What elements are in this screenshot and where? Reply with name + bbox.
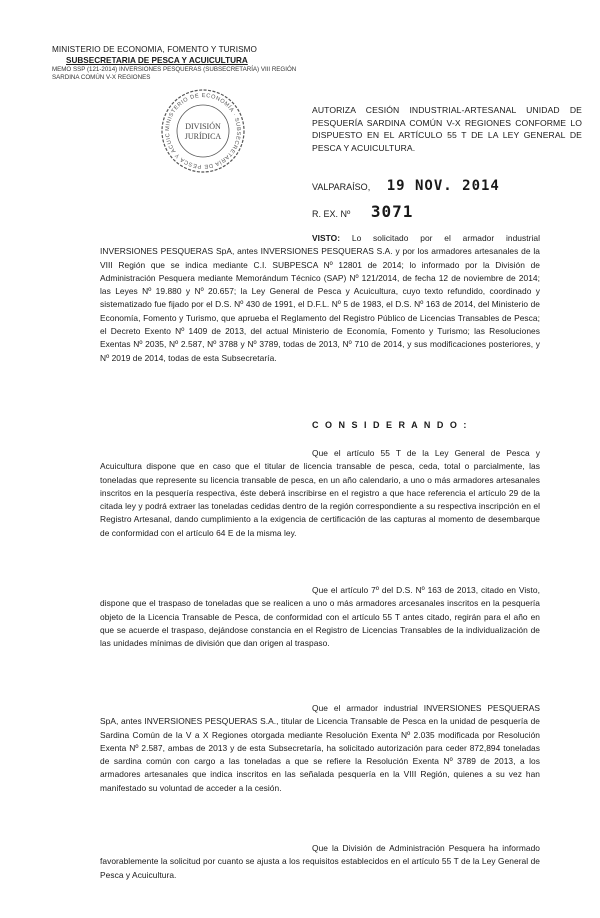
- resolution-number-value: 3071: [370, 202, 414, 221]
- stamp-inner-line-2: JURÍDICA: [184, 132, 222, 141]
- considerando-heading: C O N S I D E R A N D O :: [312, 420, 469, 430]
- date-line: [312, 178, 500, 194]
- considerando-paragraph-1-text: Que el artículo 55 T de la Ley General de Pesca y Acuicultura dispone que en caso que el titular de licencia transable de pesca, ceda, total o parcialmente, las toneladas que represente su licencia transable de pesca, en un año calendario, a uno o más armadores artesanales inscritos en la pesquería respectiva, éste deberá inscribirse en el registro a que hace referencia el artículo 29 de la citada ley y podrá extraer las toneladas cedidas dentro de la región correspondiente a su respectiva inscripción en el Registro Artesanal, dando cumplimiento a la exigencia de certificación de las capturas al momento de desembarque de conformidad con el artículo 64 E de la misma ley.: [100, 448, 540, 538]
- stamp-ring-text: MINISTERIO DE ECONOMÍA · SUBSECRETARÍA DE PESCA Y ACUIC: [164, 92, 242, 170]
- considerando-paragraph-3-text: Que el armador industrial INVERSIONES PESQUERAS SpA, antes INVERSIONES PESQUERAS S.A., titular de Licencia Transable de Pesca en la unidad de pesquería de Sardina Común de la V a X Regiones otorgada mediante Resolución Exenta Nº 2.035 modificada por Resolución Exenta Nº 2.587, ambas de 2013 y de esta Subsecretaría, ha solicitado autorización para ceder 872,894 toneladas de sardina común con cargo a las toneladas a que se refiere la Resolución Exenta Nº 3789 de 2013, a los armadores artesanales que indica inscritos en las señalada pesquería en la VIII Región, quienes a su vez han manifestado su voluntad de acceder a la cesión.: [100, 703, 540, 793]
- date-value: 19 NOV. 2014: [386, 178, 500, 194]
- visto-paragraph: [100, 232, 540, 365]
- considerando-paragraph-1: [100, 447, 540, 540]
- ministry-name: MINISTERIO DE ECONOMIA, FOMENTO Y TURISMO: [52, 45, 258, 54]
- stamp-seal-icon: [160, 88, 246, 174]
- visto-text: Lo solicitado por el armador industrial INVERSIONES PESQUERAS SpA, antes INVERSIONES PESQUERAS S.A. y por los armadores artesanales de la VIII Región que se indica mediante C.I. SUBPESCA Nº 12801 de 2014; lo informado por la División de Administración Pesquera mediante Memorándum Técnico (SAP) Nº 121/2014, de fecha 12 de noviembre de 2014; las Leyes Nº 19.880 y Nº 20.657; la Ley General de Pesca y Acuicultura, cuyo texto refundido, coordinado y sistematizado fue fijado por el D.S. Nº 430 de 1991, el D.F.L. Nº 5 de 1983, el D.S. Nº 163 de 2014, del Ministerio de Economía, Fomento y Turismo, que aprueba el Reglamento del Registro Público de Licencias Transables de Pesca; el Decreto Exento Nº 1409 de 2013, del actual Ministerio de Economía, Fomento y Turismo; las Resoluciones Exentas Nº 2035, Nº 2.587, Nº 3788 y Nº 3789, todas de 2013, Nº 710 de 2014, y sus modificaciones posteriores, y Nº 2019 de 2014, todas de esta Subsecretaría.: [100, 233, 540, 363]
- considerando-paragraph-3: [100, 702, 540, 795]
- visto-label: VISTO:: [312, 233, 341, 243]
- considerando-paragraph-4-text: Que la División de Administración Pesquera ha informado favorablemente la solicitud por cuanto se ajusta a los requisitos establecidos en el artículo 55 T de la Ley General de Pesca y Acuicultura.: [100, 843, 540, 880]
- considerando-paragraph-2: [100, 584, 540, 650]
- resolution-number-label: R. EX. Nº: [312, 209, 351, 219]
- letterhead: [52, 44, 312, 82]
- resolution-subject: AUTORIZA CESIÓN INDUSTRIAL-ARTESANAL UNIDAD DE PESQUERÍA SARDINA COMÚN V-X REGIONES CONFORME LO DISPUESTO EN EL ARTÍCULO 55 T DE LA LEY GENERAL DE PESCA Y ACUICULTURA.: [312, 105, 582, 153]
- considerando-paragraph-4: [100, 842, 540, 882]
- division-juridica-stamp: [160, 88, 246, 174]
- reference-line-2: SARDINA COMÚN V-X REGIONES: [52, 74, 151, 81]
- subsecretaria-name: SUBSECRETARIA DE PESCA Y ACUICULTURA: [66, 56, 248, 65]
- date-label: VALPARAÍSO,: [312, 182, 371, 192]
- considerando-paragraph-2-text: Que el artículo 7º del D.S. Nº 163 de 2013, citado en Visto, dispone que el traspaso de toneladas que se realicen a uno o más armadores arcesanales inscritos en la pesquería objeto de la Licencia Transable de Pesca, de conformidad con el artículo 55 T antes citado, regirán para el año en que se acuerde el traspaso, dejándose constancia en el Registro de Licencias Transables de la individualización de las unidades mínimas de división que dan origen al traspaso.: [100, 585, 540, 649]
- stamp-inner-line-1: DIVISIÓN: [185, 122, 221, 131]
- resolution-number-line: [312, 202, 413, 221]
- reference-line-1: MEMO SSP (121-2014) INVERSIONES PESQUERAS (SUBSECRETARÍA) VIII REGIÓN: [52, 66, 297, 73]
